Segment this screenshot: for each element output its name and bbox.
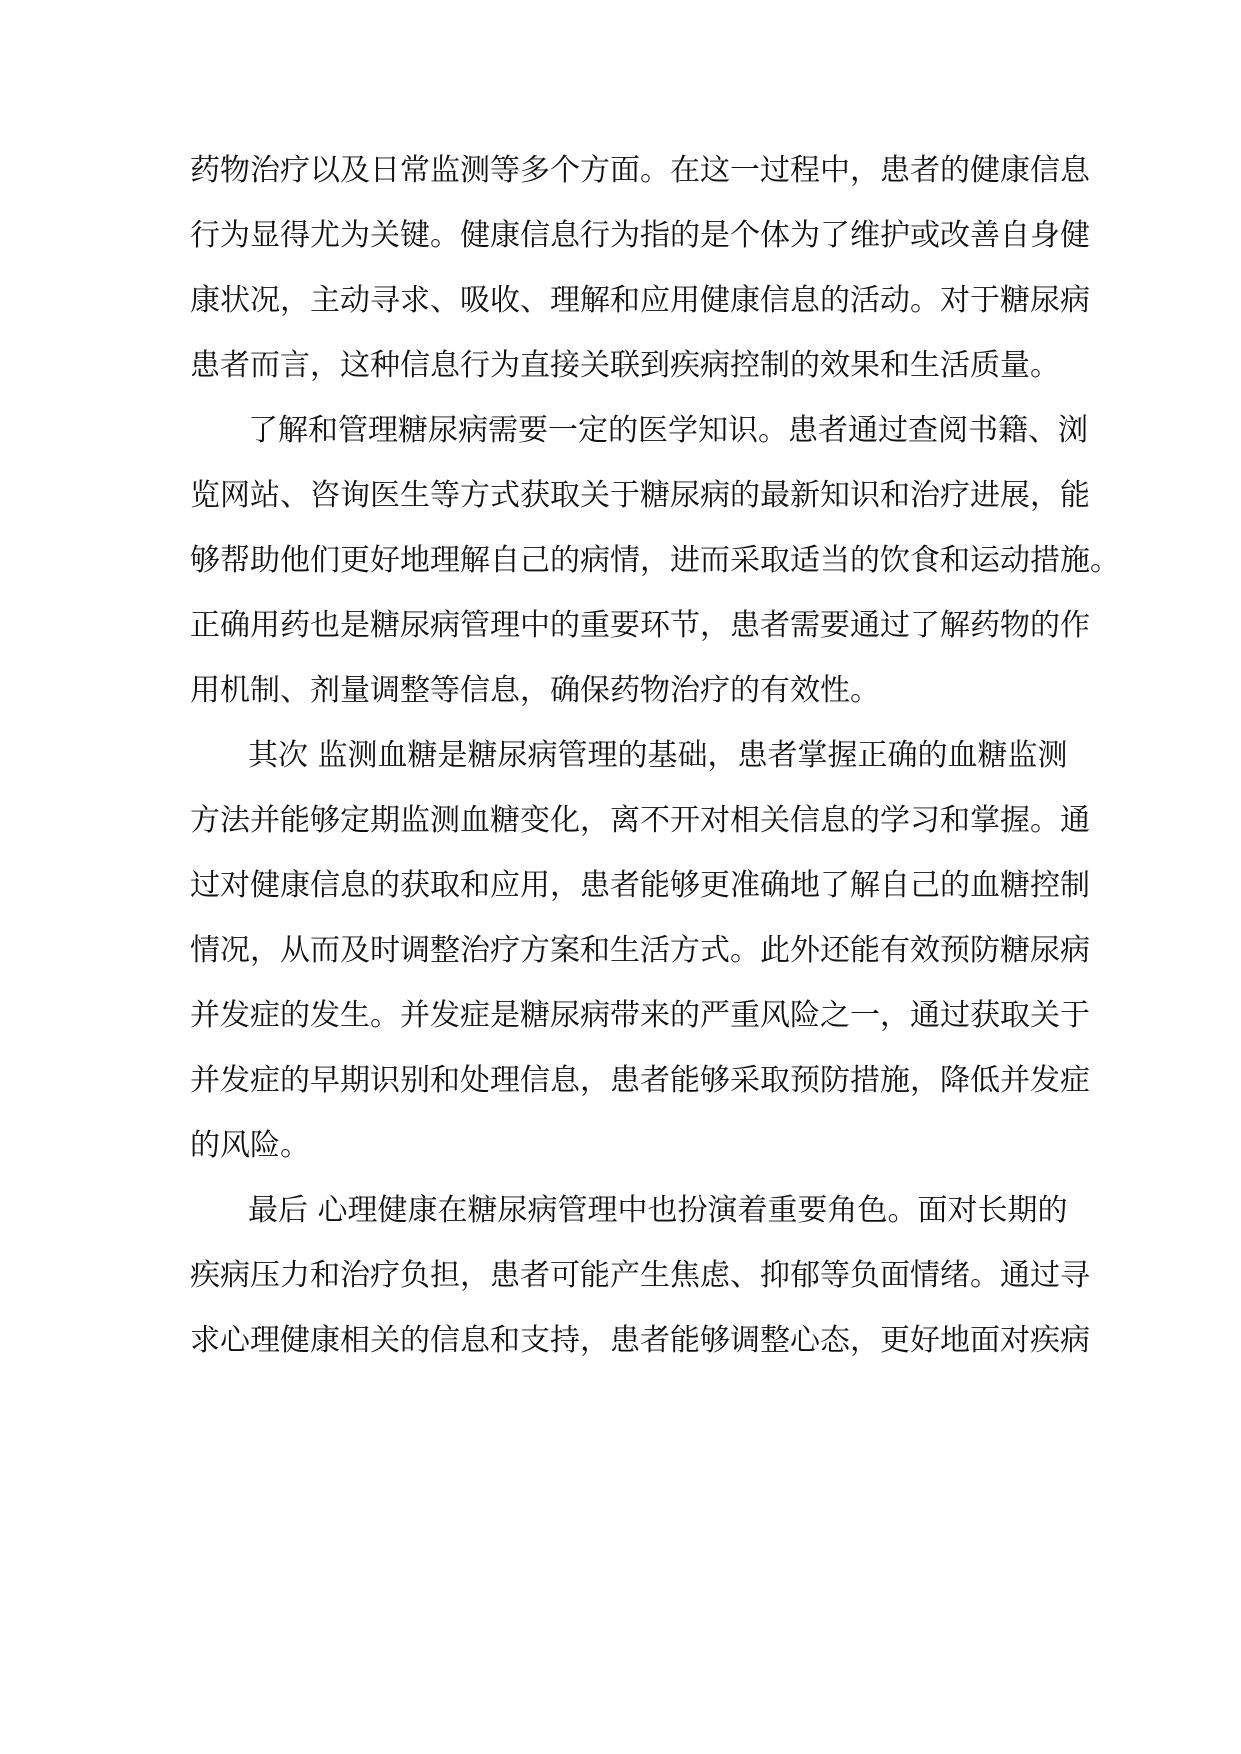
paragraph-2-line-4: 正确用药也是糖尿病管理中的重要环节，患者需要通过了解药物的作 bbox=[190, 608, 1090, 643]
paragraph-3-line-1: 其次 监测血糖是糖尿病管理的基础，患者掌握正确的血糖监测 bbox=[248, 738, 1068, 773]
paragraph-3-line-2: 方法并能够定期监测血糖变化，离不开对相关信息的学习和掌握。通 bbox=[190, 803, 1090, 838]
paragraph-1-line-1: 药物治疗以及日常监测等多个方面。在这一过程中，患者的健康信息 bbox=[190, 153, 1090, 188]
paragraph-1-line-3: 康状况，主动寻求、吸收、理解和应用健康信息的活动。对于糖尿病 bbox=[190, 283, 1090, 318]
paragraph-4-line-3: 求心理健康相关的信息和支持，患者能够调整心态，更好地面对疾病 bbox=[190, 1323, 1090, 1358]
document-body bbox=[190, 138, 1120, 1373]
paragraph-4-line-1: 最后 心理健康在糖尿病管理中也扮演着重要角色。面对长期的 bbox=[248, 1193, 1068, 1228]
paragraph-4-line-2: 疾病压力和治疗负担，患者可能产生焦虑、抑郁等负面情绪。通过寻 bbox=[190, 1258, 1090, 1293]
paragraph-3-line-5: 并发症的发生。并发症是糖尿病带来的严重风险之一，通过获取关于 bbox=[190, 998, 1090, 1033]
paragraph-3-line-6: 并发症的早期识别和处理信息，患者能够采取预防措施，降低并发症 bbox=[190, 1063, 1090, 1098]
paragraph-2-line-3: 够帮助他们更好地理解自己的病情，进而采取适当的饮食和运动措施。 bbox=[190, 543, 1120, 578]
paragraph-2-line-1: 了解和管理糖尿病需要一定的医学知识。患者通过查阅书籍、浏 bbox=[248, 413, 1088, 448]
paragraph-3-line-4: 情况，从而及时调整治疗方案和生活方式。此外还能有效预防糖尿病 bbox=[190, 933, 1090, 968]
paragraph-2-line-5: 用机制、剂量调整等信息，确保药物治疗的有效性。 bbox=[190, 673, 880, 708]
paragraph-2-line-2: 览网站、咨询医生等方式获取关于糖尿病的最新知识和治疗进展，能 bbox=[190, 478, 1090, 513]
paragraph-1-line-4: 患者而言，这种信息行为直接关联到疾病控制的效果和生活质量。 bbox=[190, 348, 1060, 383]
paragraph-1-line-2: 行为显得尤为关键。健康信息行为指的是个体为了维护或改善自身健 bbox=[190, 218, 1090, 253]
paragraph-3-line-7: 的风险。 bbox=[190, 1128, 310, 1163]
paragraph-3-line-3: 过对健康信息的获取和应用，患者能够更准确地了解自己的血糖控制 bbox=[190, 868, 1090, 903]
